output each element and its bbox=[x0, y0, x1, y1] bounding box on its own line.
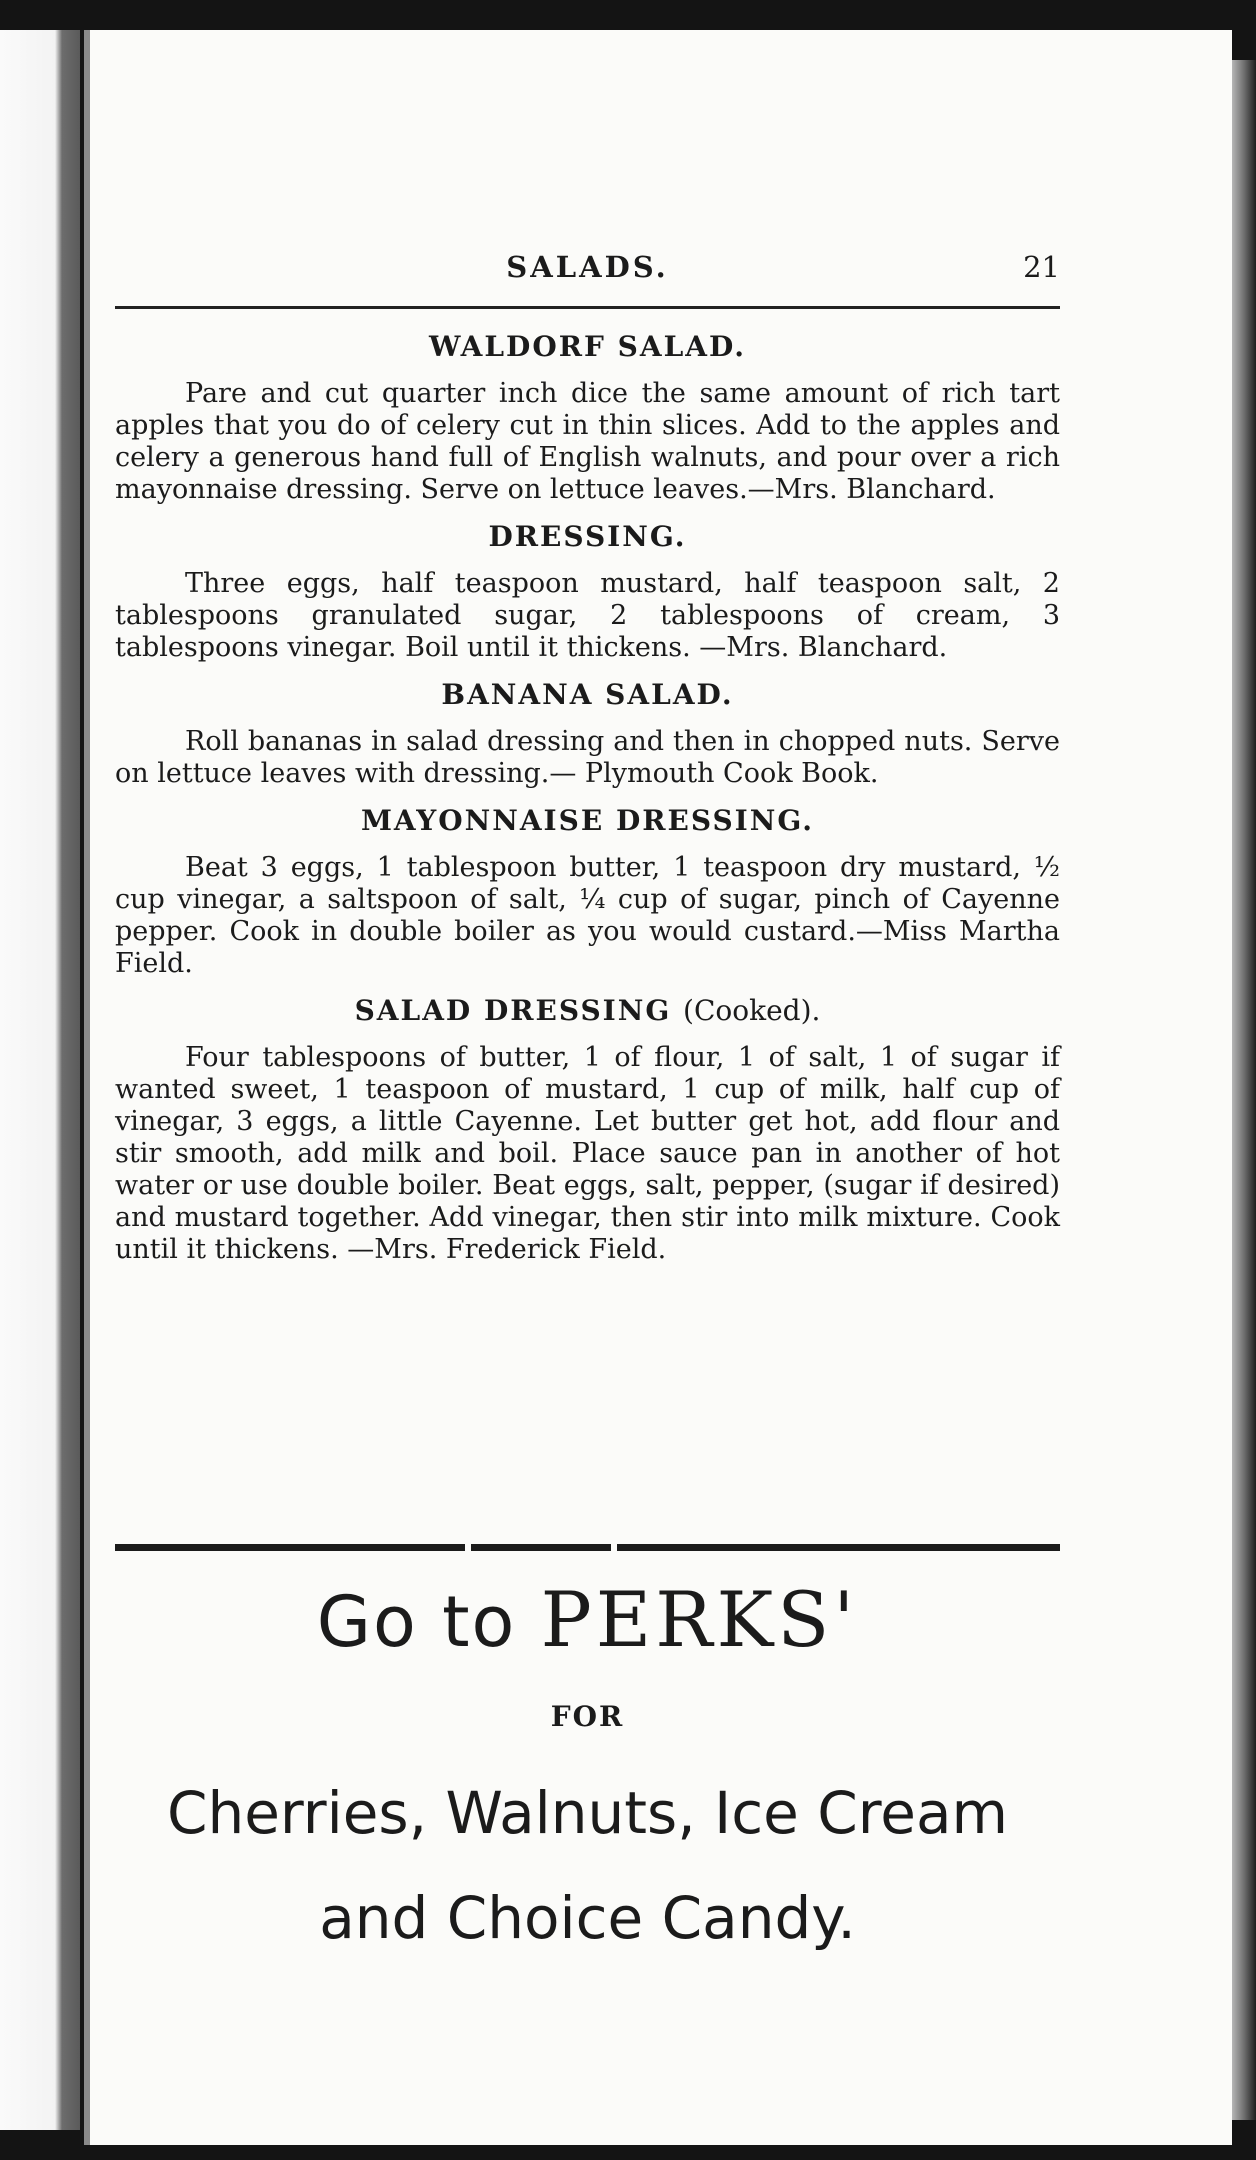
advertisement-lead: Go to bbox=[316, 1581, 517, 1663]
running-title: SALADS. bbox=[506, 250, 669, 284]
recipe-heading-waldorf: WALDORF SALAD. bbox=[428, 330, 747, 363]
recipe-heading-dressing: DRESSING. bbox=[488, 520, 687, 553]
recipe-heading-salad-dressing-sub: (Cooked). bbox=[683, 994, 821, 1027]
divider-segment bbox=[115, 1544, 465, 1551]
header-rule bbox=[115, 306, 1060, 309]
facing-page-edge bbox=[0, 30, 80, 2130]
divider-segment bbox=[617, 1544, 1060, 1551]
advertisement-products-line2: and Choice Candy. bbox=[319, 1884, 856, 1952]
advertisement-headline bbox=[115, 1575, 1060, 1667]
recipe-column bbox=[115, 330, 1060, 1280]
recipe-text-waldorf: Pare and cut quarter inch dice the same amount of rich tart apples that you do of celery cut in thin slices. Add to the apples and celery a generous hand full of English walnuts, and pour over a rich mayonnaise dressing. Serve on lettuce leaves.—Mrs. Blanchard. bbox=[115, 378, 1060, 505]
recipe-heading-salad-dressing bbox=[115, 994, 1060, 1028]
recipe-heading-mayonnaise: MAYONNAISE DRESSING. bbox=[360, 804, 815, 837]
recipe-text-dressing: Three eggs, half teaspoon mustard, half teaspoon salt, 2 tablespoons granulated sugar, 2 tablespoons of cream, 3 tablespoons vinegar. Boil until it thickens. —Mrs. Blanchard. bbox=[115, 568, 1060, 663]
running-head bbox=[115, 250, 1060, 290]
recipe-heading-banana: BANANA SALAD. bbox=[441, 678, 734, 711]
recipe-heading-salad-dressing-title: SALAD DRESSING bbox=[354, 994, 672, 1027]
recipe-text-mayonnaise: Beat 3 eggs, 1 tablespoon butter, 1 teaspoon dry mustard, ½ cup vinegar, a saltspoon of salt, ¼ cup of sugar, pinch of Cayenne pepper. Cook in double boiler as you would custard.—Miss Martha Field. bbox=[115, 852, 1060, 979]
recipe-text-banana: Roll bananas in salad dressing and then in chopped nuts. Serve on lettuce leaves with dressing.— Plymouth Cook Book. bbox=[115, 726, 1060, 789]
page-number: 21 bbox=[1023, 250, 1060, 284]
advertisement-products-line1: Cherries, Walnuts, Ice Cream bbox=[166, 1779, 1009, 1847]
section-divider-rule bbox=[115, 1544, 1060, 1551]
recipe-text-salad-dressing: Four tablespoons of butter, 1 of flour, 1 of salt, 1 of sugar if wanted sweet, 1 teaspoon of mustard, 1 cup of milk, half cup of vinegar, 3 eggs, a little Cayenne. Let butter get hot, add flour and stir smooth, add milk and boil. Place sauce pan in another of hot water or use double boiler. Beat eggs, salt, pepper, (sugar if desired) and mustard together. Add vinegar, then stir into milk mixture. Cook until it thickens. —Mrs. Frederick Field. bbox=[115, 1042, 1060, 1265]
advertisement-for: FOR bbox=[550, 1700, 625, 1733]
divider-segment bbox=[471, 1544, 611, 1551]
advertisement-store-name: PERKS' bbox=[540, 1575, 859, 1664]
